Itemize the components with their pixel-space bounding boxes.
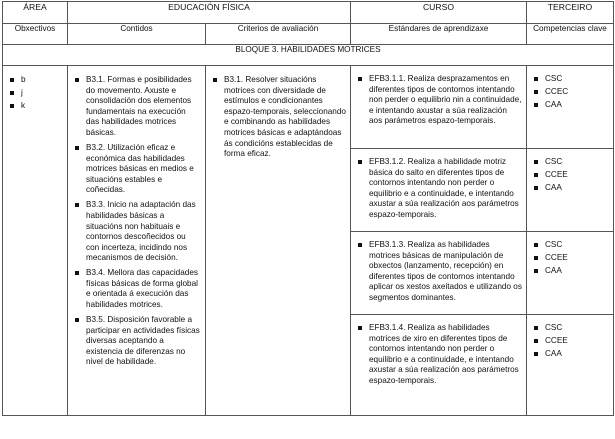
objectives-column-header: Obxectivos [3, 24, 68, 45]
competence-item: CSC [531, 240, 607, 251]
content-item: B3.2. Utilización eficaz e económica das habilidades motrices básicas en medios e situacións estables e coñecidas. [72, 143, 201, 196]
competence-item: CSC [531, 157, 607, 168]
column-header-row [3, 24, 614, 45]
competence-item: CCEE [531, 336, 607, 347]
content-item: B3.5. Disposición favorable a participar en actividades físicas diversas aceptando a existencia de diferenzas no nivel de habilidade. [72, 315, 201, 368]
standards-column-header: Estándares de aprendizaxe [351, 24, 527, 45]
standard-item: EFB3.1.3. Realiza as habilidades motrices básicas de manipulación de obxectos (lanzamento, recepción) en diferentes tipos de contornos intentando aplicar os xestos axeitados e utilizando os segmentos dominantes. [355, 240, 522, 304]
content-item: B3.3. Inicio na adaptación das habilidades básicas a situacións non habituais e contornos descoñecidos ou con incerteza, incidindo nos mecanismos de decisión. [72, 200, 201, 264]
standard-item: EFB3.1.1. Realiza desprazamentos en diferentes tipos de contornos intentando non perder o equilibrio nin a continuidade, e intentando axustar a súa realización aos parámetros espazo-temporais. [355, 74, 522, 127]
competence-item: CSC [531, 74, 607, 85]
competences-cell [527, 315, 614, 416]
competence-item: CCEE [531, 170, 607, 181]
objective-item: k [7, 101, 61, 112]
competences-cell [527, 149, 614, 232]
objective-item: b [7, 75, 61, 86]
standard-cell [351, 149, 527, 232]
contents-column-header: Contidos [68, 24, 206, 45]
competences-cell [527, 66, 614, 149]
criteria-list [210, 75, 346, 160]
block-title: BLOQUE 3. HABILIDADES MOTRICES [3, 45, 614, 66]
criteria-cell [206, 66, 351, 416]
content-item: B3.4. Mellora das capacidades físicas básicas de forma global e orientada á execución das habilidades motrices. [72, 268, 201, 310]
standard-cell [351, 66, 527, 149]
criterion-item: B3.1. Resolver situacións motrices con diversidade de estímulos e condicionantes espazo-temporais, seleccionando e combinando as habilidades motrices básicas e adaptándoas ás condicións establecidas de forma eficaz. [210, 75, 346, 160]
standard-cell [351, 232, 527, 315]
curriculum-table [2, 1, 614, 416]
area-header: ÁREA [3, 2, 68, 24]
competence-item: CSC [531, 323, 607, 334]
course-header: CURSO [351, 2, 527, 24]
contents-cell [68, 66, 206, 416]
criteria-column-header: Criterios de avaliación [206, 24, 351, 45]
competence-item: CAA [531, 183, 607, 194]
competences-column-header: Competencias clave [527, 24, 614, 45]
standard-item: EFB3.1.2. Realiza a habilidade motriz básica do salto en diferentes tipos de contornos intentando non perder o equilibrio e a continuidade, e intentando axustar a súa realización aos parámetros espazo-temporais. [355, 157, 522, 221]
competence-item: CCEC [531, 87, 607, 98]
standard-row [3, 66, 614, 149]
objective-item: j [7, 88, 61, 99]
competence-item: CAA [531, 349, 607, 360]
competence-item: CAA [531, 266, 607, 277]
subject-header: EDUCACIÓN FÍSICA [68, 2, 351, 24]
standard-item: EFB3.1.4. Realiza as habilidades motrices de xiro en diferentes tipos de contornos intentando non perder o equilibrio e a continuidade, e intentando axustar a súa realización aos parámetros espazo-temporais. [355, 323, 522, 387]
competences-cell [527, 232, 614, 315]
competence-item: CAA [531, 100, 607, 111]
grade-header: TERCEIRO [527, 2, 614, 24]
objectives-cell [3, 66, 68, 416]
objectives-list [7, 75, 61, 112]
standard-cell [351, 315, 527, 416]
block-row [3, 45, 614, 66]
content-item: B3.1. Formas e posibilidades do movemento. Axuste e consolidación dos elementos fundamentais na execución das habilidades motrices básicas. [72, 75, 201, 139]
contents-list [72, 75, 201, 368]
header-row [3, 2, 614, 24]
competence-item: CCEE [531, 253, 607, 264]
